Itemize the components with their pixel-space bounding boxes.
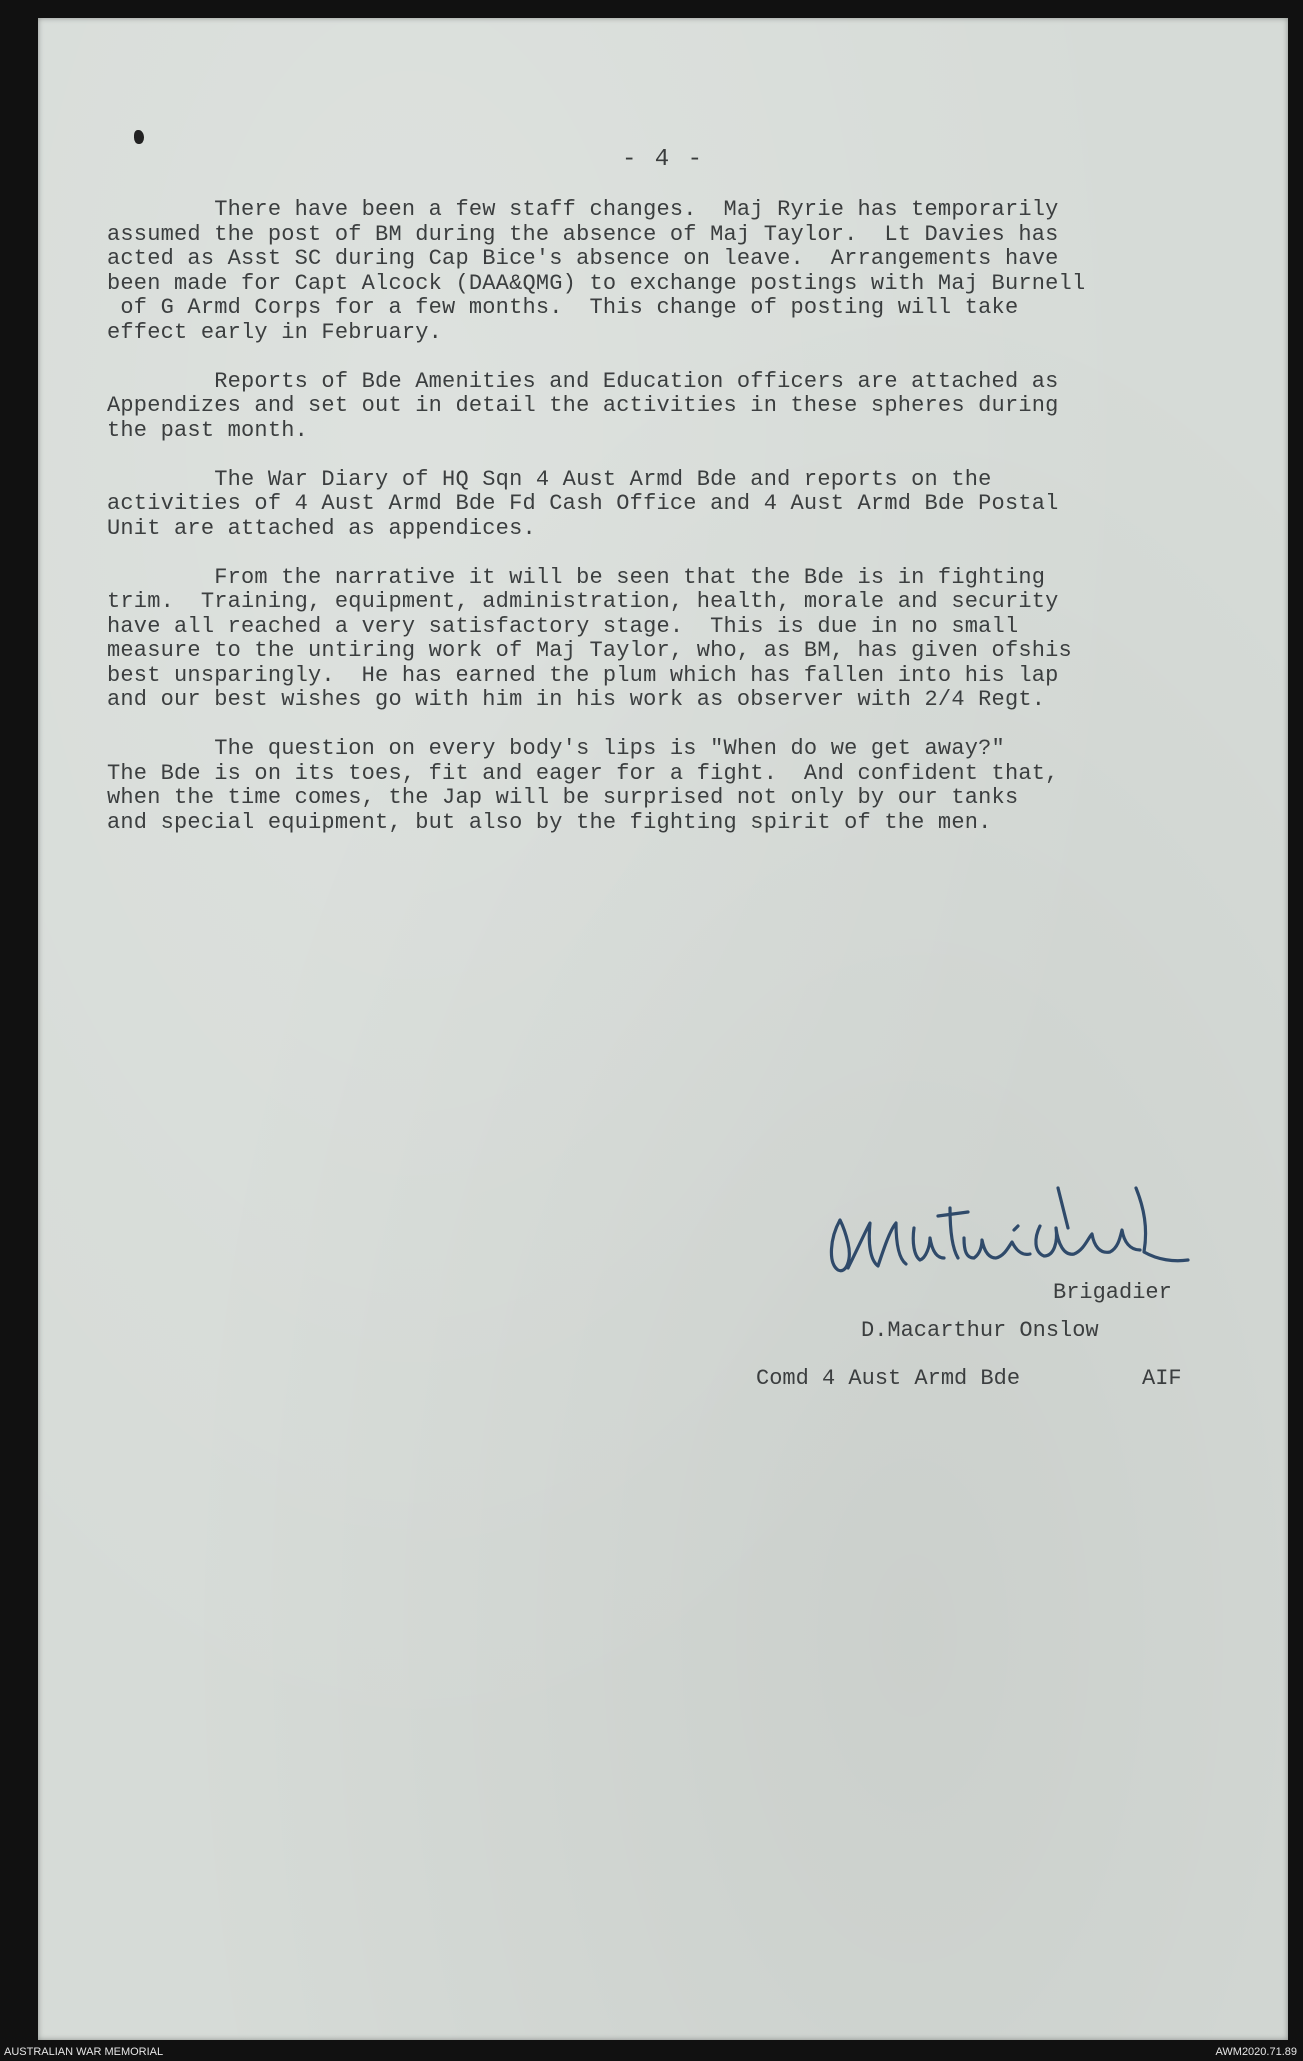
handwritten-signature xyxy=(818,1168,1198,1288)
text-line: trim. Training, equipment, administration, health, morale and security xyxy=(107,589,1059,614)
text-line: best unsparingly. He has earned the plum which has fallen into his lap xyxy=(107,662,1059,688)
paragraph-reports xyxy=(107,370,1237,444)
text-line: when the time comes, the Jap will be surprised not only by our tanks xyxy=(107,785,1019,810)
text-line: been made for Capt Alcock (DAA&QMG) to exchange postings with Maj Burnell xyxy=(107,270,1086,296)
text-line: There have been a few staff changes. Maj Ryrie has temporarily xyxy=(107,197,1059,222)
document-page xyxy=(38,18,1288,2040)
archive-footer xyxy=(0,2045,1303,2061)
paragraph-question xyxy=(107,737,1237,835)
text-line: the past month. xyxy=(107,417,309,443)
text-line: Appendizes and set out in detail the activities in these spheres during xyxy=(107,393,1059,418)
text-line: effect early in February. xyxy=(107,319,443,345)
body-text xyxy=(107,198,1237,860)
signatory-command: Comd 4 Aust Armd Bde xyxy=(756,1366,1021,1391)
punch-hole-mark xyxy=(134,130,144,144)
archive-name: AUSTRALIAN WAR MEMORIAL xyxy=(4,2046,164,2058)
text-line: Reports of Bde Amenities and Education officers are attached as xyxy=(107,368,1059,394)
archive-reference: AWM2020.71.89 xyxy=(1215,2046,1297,2058)
text-line: measure to the untiring work of Maj Taylor, who, as BM, has given ofshis xyxy=(107,638,1072,663)
text-line: have all reached a very satisfactory stage. This is due in no small xyxy=(107,613,1019,639)
paragraph-narrative xyxy=(107,566,1237,713)
text-line: activities of 4 Aust Armd Bde Fd Cash Office and 4 Aust Armd Bde Postal xyxy=(107,491,1059,516)
text-line: From the narrative it will be seen that the Bde is in fighting xyxy=(107,564,1046,590)
text-line: and our best wishes go with him in his work as observer with 2/4 Regt. xyxy=(107,687,1046,712)
text-line: acted as Asst SC during Cap Bice's absence on leave. Arrangements have xyxy=(107,246,1059,271)
signatory-rank: Brigadier xyxy=(1053,1280,1172,1305)
page-number: - 4 - xyxy=(621,146,704,173)
paragraph-staff-changes xyxy=(107,198,1237,345)
text-line: Unit are attached as appendices. xyxy=(107,515,536,541)
signatory-force: AIF xyxy=(1142,1366,1182,1391)
signatory-name: D.Macarthur Onslow xyxy=(861,1318,1099,1343)
paragraph-war-diary xyxy=(107,468,1237,542)
text-line: assumed the post of BM during the absence of Maj Taylor. Lt Davies has xyxy=(107,221,1059,247)
text-line: and special equipment, but also by the fighting spirit of the men. xyxy=(107,809,992,835)
text-line: of G Armd Corps for a few months. This change of posting will take xyxy=(107,295,1019,320)
text-line: The Bde is on its toes, fit and eager for a fight. And confident that, xyxy=(107,760,1059,786)
text-line: The question on every body's lips is "When do we get away?" xyxy=(107,736,1005,761)
signature-block xyxy=(38,1168,1288,1428)
text-line: The War Diary of HQ Sqn 4 Aust Armd Bde and reports on the xyxy=(107,466,992,492)
